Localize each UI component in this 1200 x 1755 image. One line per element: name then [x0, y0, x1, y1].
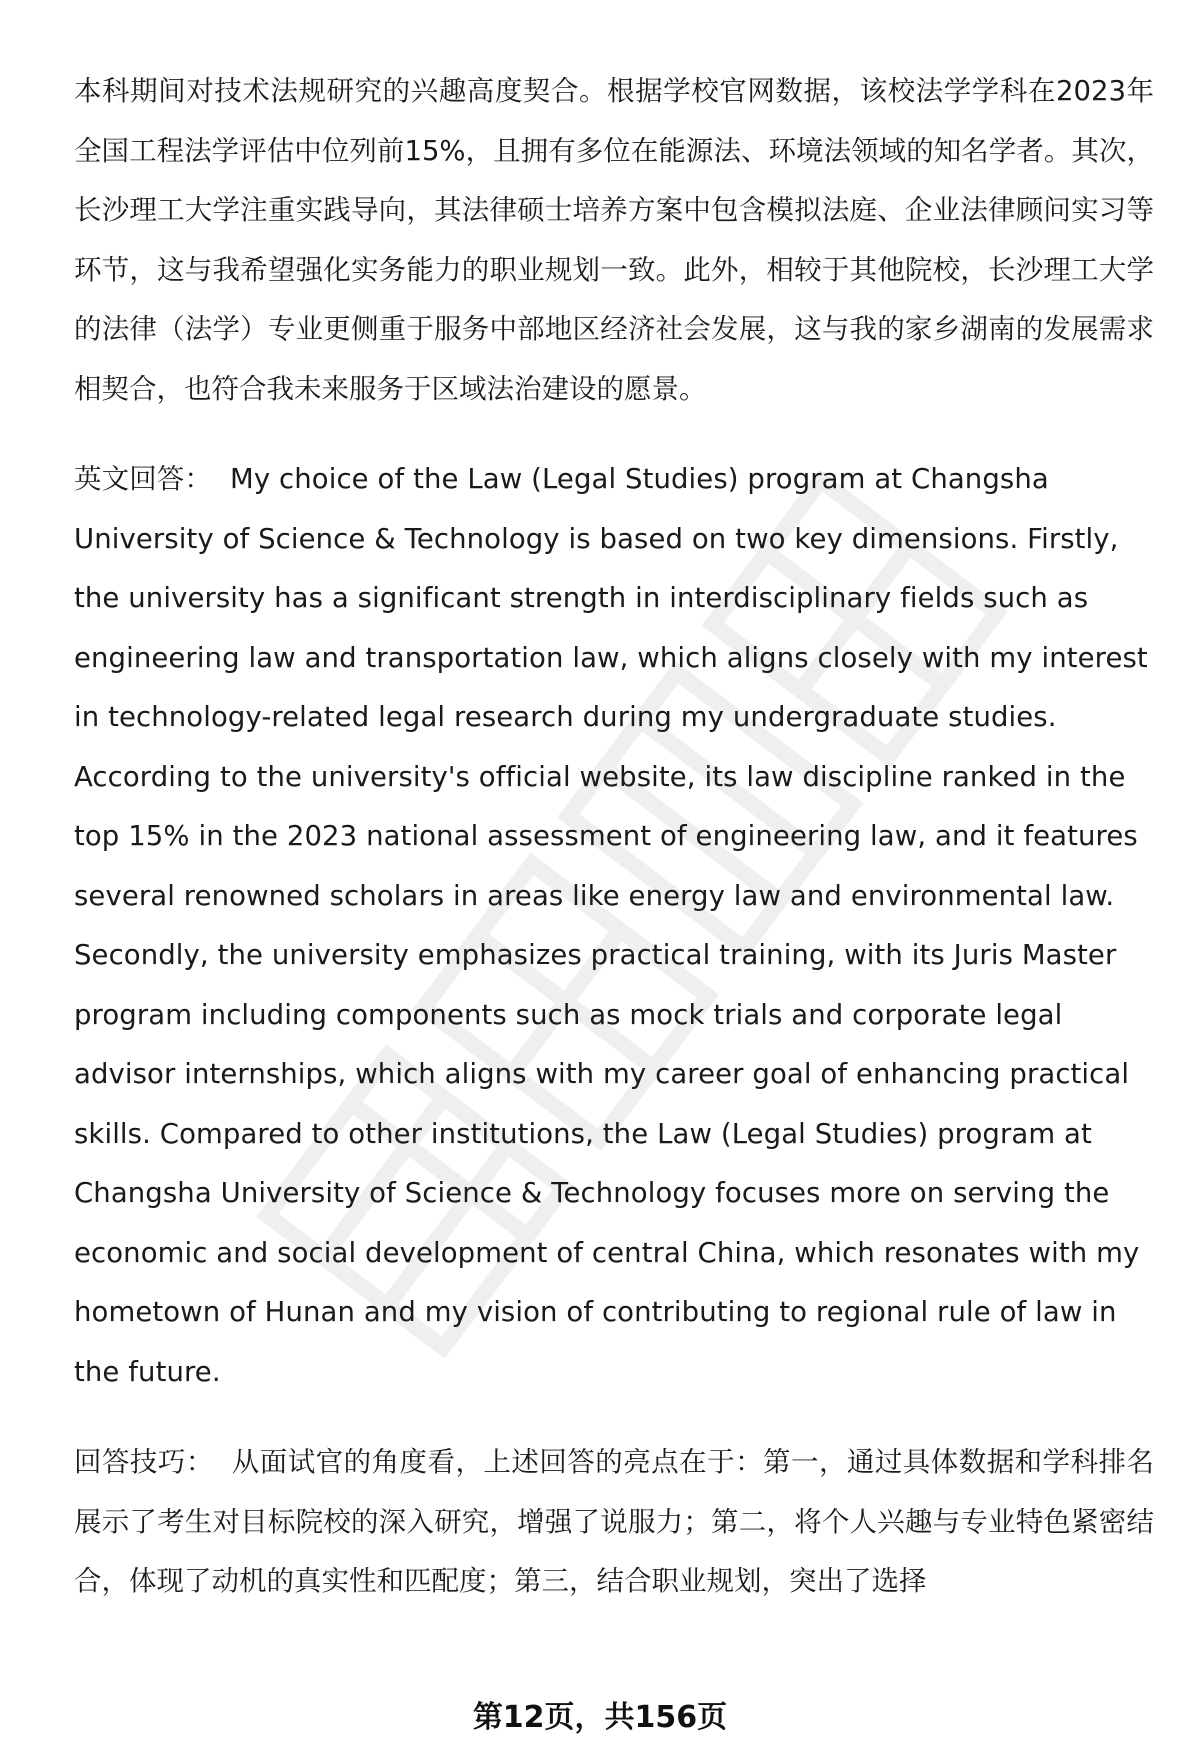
document-body	[74, 62, 1154, 1643]
english-answer-label: 英文回答：	[74, 463, 212, 495]
paragraph-answer-tips	[74, 1433, 1154, 1612]
answer-tips-label: 回答技巧：	[74, 1446, 214, 1478]
paragraph-text: 从面试官的角度看，上述回答的亮点在于：第一，通过具体数据和学科排名展示了考生对目标院校的深入研究，增强了说服力；第二，将个人兴趣与专业特色紧密结合，体现了动机的真实性和匹配度；第三，结合职业规划，突出了选择	[74, 1446, 1154, 1597]
page-number: 第12页，共156页	[472, 1700, 728, 1735]
paragraph-chinese-answer	[74, 62, 1154, 419]
paragraph-text: 本科期间对技术法规研究的兴趣高度契合。根据学校官网数据，该校法学学科在2023年全国工程法学评估中位列前15%，且拥有多位在能源法、环境法领域的知名学者。其次，长沙理工大学注重实践导向，其法律硕士培养方案中包含模拟法庭、企业法律顾问实习等环节，这与我希望强化实务能力的职业规划一致。此外，相较于其他院校，长沙理工大学的法律（法学）专业更侧重于服务中部地区经济社会发展，这与我的家乡湖南的发展需求相契合，也符合我未来服务于区域法治建设的愿景。	[74, 75, 1154, 405]
paragraph-english-answer	[74, 450, 1154, 1402]
paragraph-text: My choice of the Law (Legal Studies) program at Changsha University of Science & Technology is based on two key dimensions. Firstly, the university has a significant strength in interdisciplinary fields such as engineering law and transportation law, which aligns closely with my interest in technology-related legal research during my undergraduate studies. According to the university's official website, its law discipline ranked in the top 15% in the 2023 national assessment of engineering law, and it features several renowned scholars in areas like energy law and environmental law. Secondly, the university emphasizes practical training, with its Juris Master program including components such as mock trials and corporate legal advisor internships, which aligns with my career goal of enhancing practical skills. Compared to other institutions, the Law (Legal Studies) program at Changsha University of Science & Technology focuses more on serving the economic and social development of central China, which resonates with my hometown of Hunan and my vision of contributing to regional rule of law in the future.	[74, 463, 1148, 1388]
